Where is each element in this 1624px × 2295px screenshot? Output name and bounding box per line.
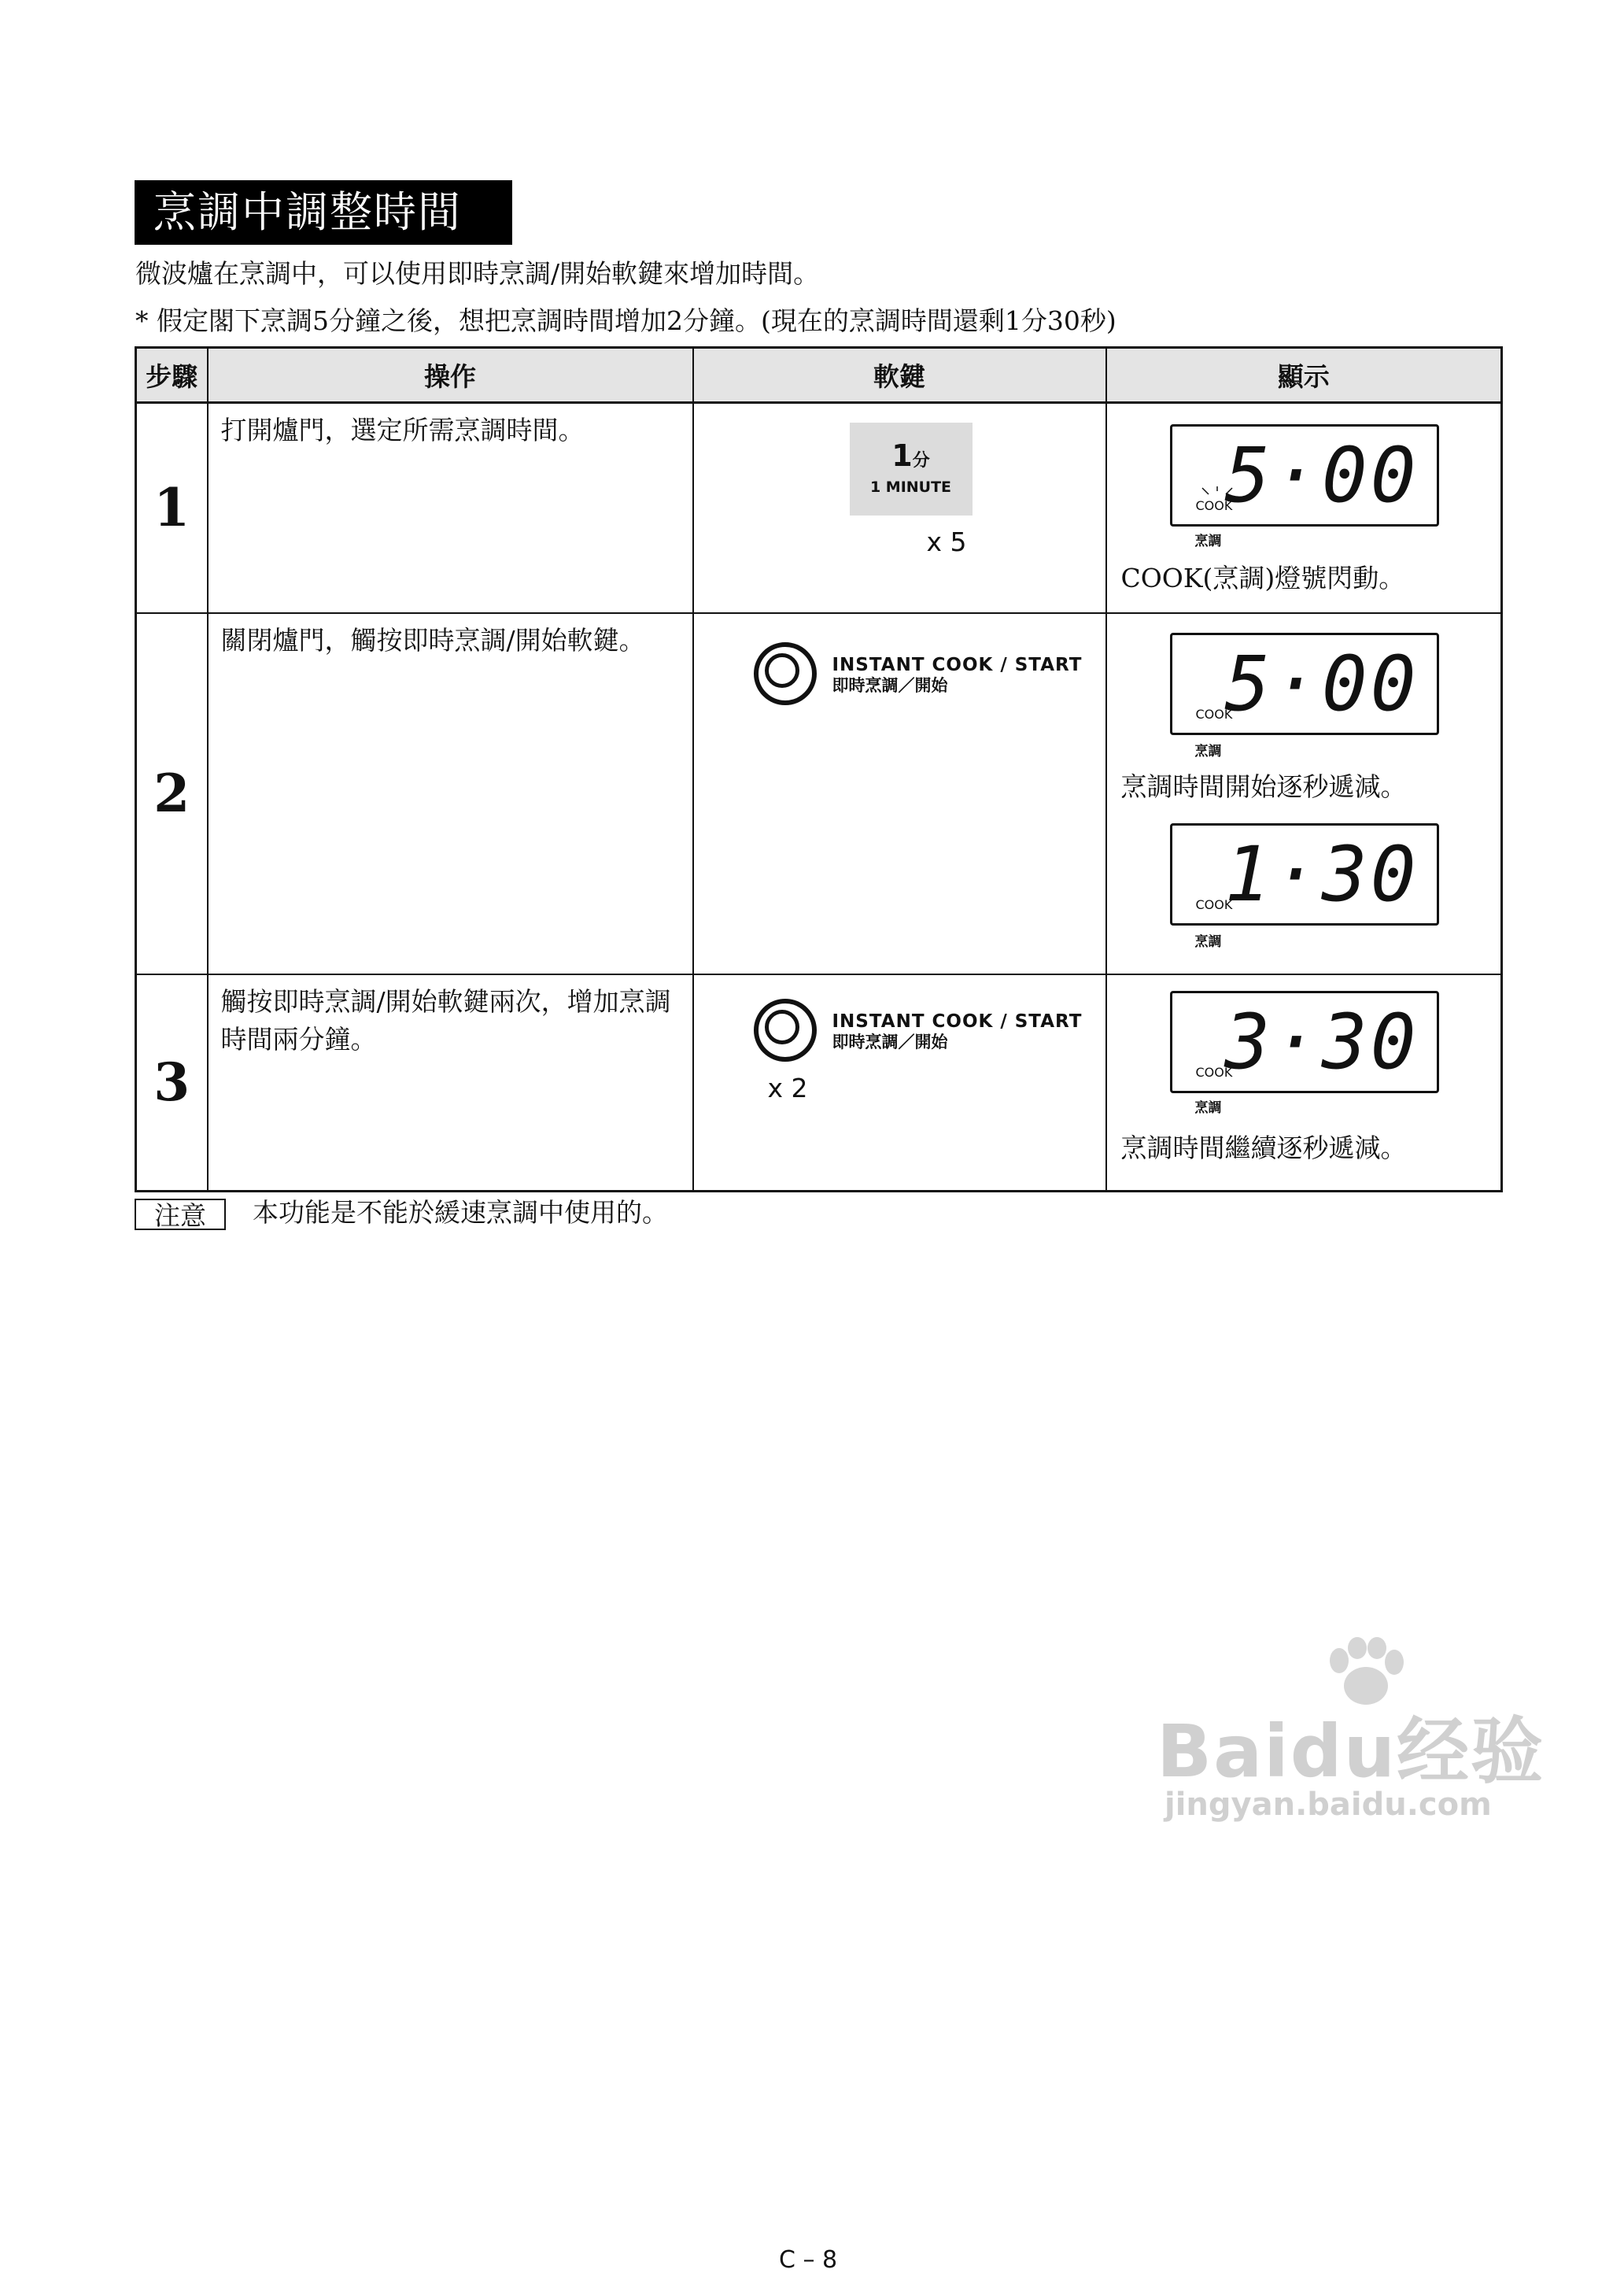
start-button-icon	[754, 999, 817, 1062]
lcd-digits: 5·00	[1224, 431, 1419, 519]
lcd-display	[1170, 424, 1439, 527]
lcd-digits: 5·00	[1224, 639, 1419, 728]
display-cell	[1106, 613, 1502, 974]
watermark-brand: Baidu经验	[1157, 1709, 1545, 1794]
table-row	[136, 613, 1502, 974]
lcd-display	[1170, 823, 1439, 926]
cook-label: 烹調	[1194, 743, 1222, 759]
step-number: 3	[136, 974, 208, 1192]
header-step: 步驟	[136, 348, 208, 403]
display-cell	[1106, 974, 1502, 1192]
softkey-cell	[693, 613, 1106, 974]
softkey-cell	[693, 974, 1106, 1192]
display-cell	[1106, 403, 1502, 613]
step-number: 2	[136, 613, 208, 974]
softkey-cell	[693, 403, 1106, 613]
key-label-zh: 即時烹調／開始	[832, 1032, 948, 1051]
lcd-display	[1170, 633, 1439, 735]
step-operation: 打開爐門，選定所需烹調時間。	[208, 403, 693, 613]
header-operation: 操作	[208, 348, 693, 403]
display-note: 烹調時間開始逐秒遞減。	[1120, 771, 1407, 802]
assumption-text: * 假定閣下烹調5分鐘之後，想把烹調時間增加2分鐘。(現在的烹調時間還剩1分30秒)	[135, 305, 1116, 336]
step-number: 1	[136, 403, 208, 613]
press-count: x 5	[926, 527, 967, 557]
cook-indicator: COOK	[1195, 498, 1233, 513]
header-softkey: 軟鍵	[693, 348, 1106, 403]
step-operation: 觸按即時烹調/開始軟鍵兩次，增加烹調時間兩分鐘。	[208, 974, 693, 1192]
cook-label: 烹調	[1194, 1099, 1222, 1116]
cook-indicator: COOK	[1195, 896, 1233, 912]
step-operation: 關閉爐門，觸按即時烹調/開始軟鍵。	[208, 613, 693, 974]
key-main-suffix: 分	[912, 451, 930, 471]
table-row	[136, 974, 1502, 1192]
steps-table	[135, 346, 1503, 1192]
header-display: 顯示	[1106, 348, 1502, 403]
key-label-en: INSTANT COOK / START	[832, 1011, 1083, 1032]
intro-text: 微波爐在烹調中，可以使用即時烹調/開始軟鍵來增加時間。	[135, 258, 820, 289]
cook-label: 烹調	[1194, 933, 1222, 950]
note-line	[135, 1196, 668, 1230]
key-label-en: INSTANT COOK / START	[832, 654, 1083, 675]
display-note: 烹調時間繼續逐秒遞減。	[1120, 1132, 1407, 1163]
cook-indicator: COOK	[1195, 1064, 1233, 1080]
note-text: 本功能是不能於緩速烹調中使用的。	[253, 1197, 668, 1228]
display-note: COOK(烹調)燈號閃動。	[1120, 563, 1405, 593]
one-minute-key	[850, 423, 973, 516]
page-number: C – 8	[779, 2246, 838, 2274]
cook-indicator: COOK	[1195, 706, 1233, 722]
key-sub: 1 MINUTE	[869, 479, 952, 496]
cook-label: 烹調	[1194, 534, 1222, 549]
baidu-watermark	[1157, 1637, 1550, 1842]
key-main: 1	[891, 438, 913, 473]
start-button-icon	[754, 642, 817, 705]
table-row	[136, 403, 1502, 613]
table-header-row	[136, 348, 1502, 403]
note-label: 注意	[135, 1199, 226, 1230]
press-count: x 2	[767, 1072, 808, 1103]
watermark-url: jingyan.baidu.com	[1164, 1787, 1492, 1823]
lcd-digits: 1·30	[1224, 830, 1419, 918]
page-title: 烹調中調整時間	[135, 180, 512, 245]
lcd-digits: 3·30	[1224, 997, 1419, 1086]
key-label-zh: 即時烹調／開始	[832, 675, 948, 695]
lcd-display	[1170, 991, 1439, 1093]
